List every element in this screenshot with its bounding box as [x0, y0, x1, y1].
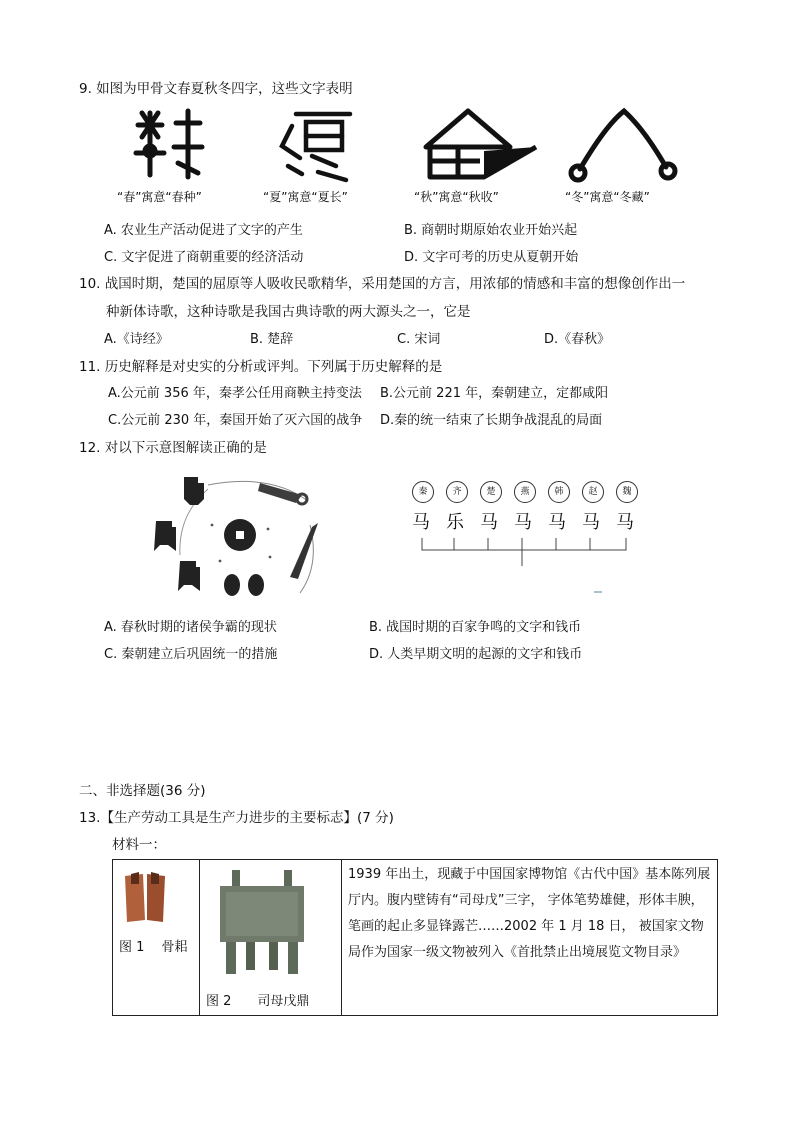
oracle-spring-glyph: [128, 103, 212, 183]
q10-stem-line1: 10. 战国时期，楚国的屈原等人吸收民歌精华，采用楚国的方言，用浓郁的情感和丰富的想像创作出一: [79, 276, 686, 292]
q11-stem: 11. 历史解释是对史实的分析或评判。下列属于历史解释的是: [79, 359, 443, 375]
state-label-chu: 楚: [480, 481, 502, 503]
oracle-autumn-glyph: [420, 107, 540, 181]
q10-option-a[interactable]: A.《诗经》: [104, 332, 169, 347]
section2-title: 二、非选择题(36 分): [79, 783, 206, 799]
oracle-summer-glyph: [272, 106, 362, 184]
fig2-caption: 图 2 司母戊鼎: [206, 994, 310, 1009]
material1-table: [112, 859, 718, 1016]
q9-option-c[interactable]: C. 文字促进了商朝重要的经济活动: [104, 250, 304, 265]
simuwu-ding-image: [212, 866, 312, 978]
material-text: 1939 年出土，现藏于中国国家博物馆《古代中国》基本陈列展厅内。腹内壁铸有“司母戊”三字， 字体笔势雄健，形体丰腴， 笔画的起止多显锋露芒……2002 年 1 月 18 日， 被国家文物局作为国家一级文物被列入《首批禁止出境展览文物目录》: [348, 867, 711, 960]
coins-diagram: [150, 465, 330, 605]
script-yan: 马: [514, 512, 532, 533]
script-chu: 马: [480, 512, 498, 533]
q10-stem-line2: 种新体诗歌，这种诗歌是我国古典诗歌的两大源头之一，它是: [106, 304, 471, 320]
script-wei: 马: [616, 512, 634, 533]
caption-spring: “春”寓意“春种”: [117, 190, 202, 204]
q9-stem: 9. 如图为甲骨文春夏秋冬四字，这些文字表明: [79, 81, 353, 97]
script-han: 马: [548, 512, 566, 533]
caption-summer: “夏”寓意“夏长”: [263, 190, 348, 204]
bone-spade-image: [121, 870, 171, 926]
fig2-cell: [200, 860, 342, 1016]
caption-autumn: “秋”寓意“秋收”: [414, 190, 499, 204]
state-label-wei: 魏: [616, 481, 638, 503]
q12-stem: 12. 对以下示意图解读正确的是: [79, 440, 267, 456]
material-text-cell: [342, 860, 718, 1016]
caption-winter: “冬”寓意“冬藏”: [565, 190, 650, 204]
fig1-caption: 图 1 骨耜: [119, 940, 188, 955]
q10-option-b[interactable]: B. 楚辞: [250, 332, 294, 347]
state-label-qin: 秦: [412, 481, 434, 503]
q12-option-b[interactable]: B. 战国时期的百家争鸣的文字和钱币: [369, 620, 582, 635]
q11-option-a[interactable]: A.公元前 356 年，秦孝公任用商鞅主持变法: [108, 386, 362, 401]
script-qin: 马: [412, 512, 430, 533]
state-label-han: 韩: [548, 481, 570, 503]
q10-option-c[interactable]: C. 宋词: [397, 332, 441, 347]
q9-option-a[interactable]: A. 农业生产活动促进了文字的产生: [104, 223, 303, 238]
q9-option-d[interactable]: D. 文字可考的历史从夏朝开始: [404, 250, 579, 265]
q12-option-a[interactable]: A. 春秋时期的诸侯争霸的现状: [104, 620, 277, 635]
q13-title: 13.【生产劳动工具是生产力进步的主要标志】(7 分): [79, 810, 394, 826]
script-zhao: 马: [582, 512, 600, 533]
oracle-winter-glyph: [566, 105, 680, 185]
material1-label: 材料一：: [112, 837, 166, 853]
q11-option-d[interactable]: D.秦的统一结束了长期争战混乱的局面: [380, 413, 603, 428]
state-label-yan: 燕: [514, 481, 536, 503]
state-label-qi: 齐: [446, 481, 468, 503]
q9-option-b[interactable]: B. 商朝时期原始农业开始兴起: [404, 223, 578, 238]
q12-option-d[interactable]: D. 人类早期文明的起源的文字和钱币: [369, 647, 583, 662]
fig1-cell: [113, 860, 200, 1016]
script-bracket-lines: [414, 536, 634, 596]
q11-option-b[interactable]: B.公元前 221 年，秦朝建立，定都咸阳: [380, 386, 609, 401]
q11-option-c[interactable]: C.公元前 230 年，秦国开始了灭六国的战争: [108, 413, 363, 428]
state-label-zhao: 赵: [582, 481, 604, 503]
q10-option-d[interactable]: D.《春秋》: [544, 332, 611, 347]
q12-option-c[interactable]: C. 秦朝建立后巩固统一的措施: [104, 647, 278, 662]
script-qi: 乐: [446, 512, 464, 533]
